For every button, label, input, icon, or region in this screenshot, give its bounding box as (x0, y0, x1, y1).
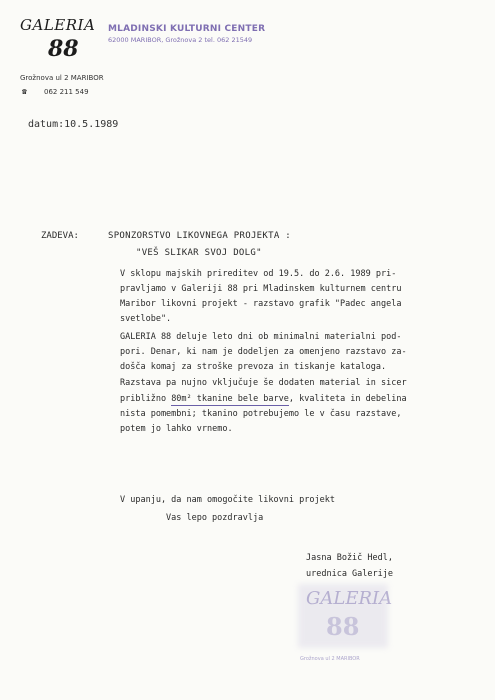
body-line (120, 394, 407, 404)
phone-icon: ☎ (22, 87, 27, 96)
signatory-role: urednica Galerije (306, 569, 393, 579)
closing-line-1: V upanju, da nam omogočite likovni projekt (120, 495, 335, 505)
body-line: GALERIA 88 deluje leto dni ob minimalni materialni pod- (120, 332, 402, 342)
signatory-name: Jasna Božič Hedl, (306, 553, 393, 563)
body-line: Razstava pa nujno vključuje še dodaten material in sicer (120, 378, 407, 388)
stamp-line-1: MLADINSKI KULTURNI CENTER (108, 24, 266, 34)
body-line: V sklopu majskih prireditev od 19.5. do 2.6. 1989 pri- (120, 269, 397, 279)
body-text: približno (120, 394, 172, 404)
body-line: Maribor likovni projekt - razstavo grafik "Padec angela (120, 299, 402, 309)
closing-line-2: Vas lepo pozdravlja (166, 513, 264, 523)
body-text: , kvaliteta in debelina (288, 394, 407, 404)
galeria-seal-stamp (296, 582, 396, 682)
letterhead-address: Grožnova ul 2 MARIBOR (20, 74, 104, 82)
body-line: nista pomembni; tkanino potrebujemo le v času razstave, (120, 409, 402, 419)
logo-word: GALERIA (20, 16, 96, 34)
body-line: pravljamo v Galeriji 88 pri Mladinskem kulturnem centru (120, 284, 402, 294)
body-line: pori. Denar, ki nam je dodeljen za omenjeno razstavo za- (120, 347, 407, 357)
seal-number: 88 (326, 612, 360, 641)
seal-word: GALERIA (306, 588, 393, 609)
galeria-logo (18, 14, 96, 66)
body-line: potem jo lahko vrnemo. (120, 424, 233, 434)
seal-address: Grožnova ul 2 MARIBOR (300, 656, 360, 662)
institution-stamp (108, 24, 265, 44)
body-line: došča komaj za stroške prevoza in tiskanje kataloga. (120, 362, 387, 372)
letterhead-phone: 062 211 549 (44, 88, 89, 96)
subject-label: ZADEVA: (41, 231, 79, 241)
body-line: svetlobe". (120, 314, 172, 324)
underlined-fabric-amount: 80m² tkanine bele barve (171, 394, 289, 404)
subject-line-2: "VEŠ SLIKAR SVOJ DOLG" (136, 248, 262, 258)
logo-number: 88 (48, 36, 79, 62)
stamp-line-2: 62000 MARIBOR, Grožnova 2 tel. 062 21549 (108, 36, 253, 44)
subject-line-1: SPONZORSTVO LIKOVNEGA PROJEKTA : (108, 231, 291, 241)
letter-date: datum:10.5.1989 (28, 119, 119, 130)
